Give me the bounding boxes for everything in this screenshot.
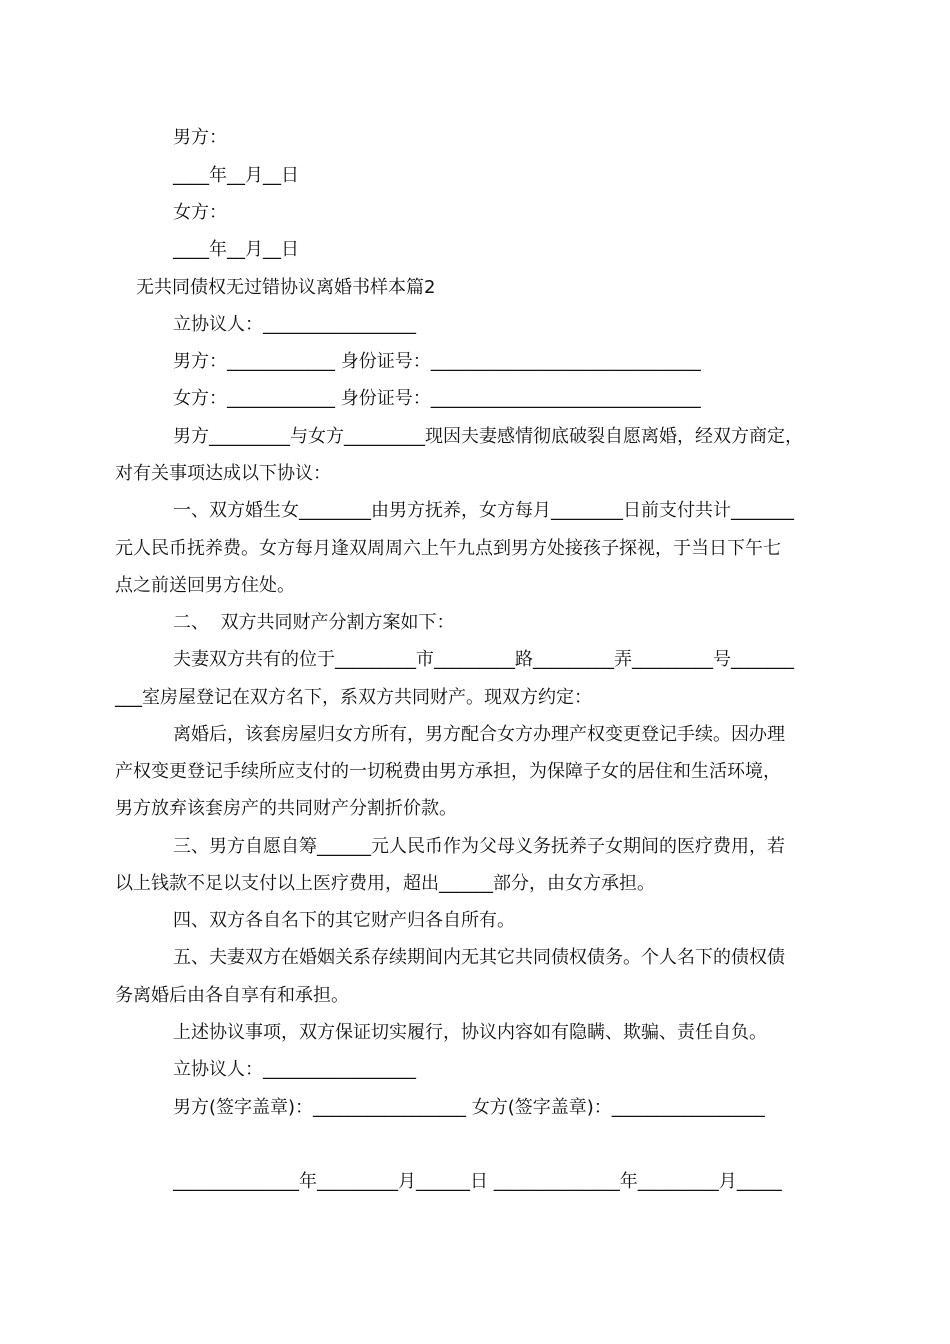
clause-5-line-2: 务离婚后由各自享有和承担。 [115, 985, 349, 1006]
husband-id-line: 男方：____________ 身份证号：______________________________ [173, 351, 701, 372]
clause-2-line-1: 夫妻双方共有的位于_________市_________路_________弄_________号_______ [173, 649, 794, 670]
clause-2-line-4: 产权变更登记手续所应支付的一切税费由男方承担，为保障子女的居住和生活环境， [115, 761, 781, 782]
guarantee-line: 上述协议事项，双方保证切实履行，协议内容如有隐瞒、欺骗、责任自负。 [173, 1022, 767, 1043]
clause-1-line-2: 元人民币抚养费。女方每月逢双周周六上午九点到男方处接孩子探视，于当日下午七 [115, 538, 781, 559]
clause-3-line-2: 以上钱款不足以支付以上医疗费用，超出______部分，由女方承担。 [115, 873, 655, 894]
clause-1-line-1: 一、双方婚生女________由男方抚养，女方每月________日前支付共计_______ [173, 500, 794, 521]
husband-date-line: ____年__月__日 [173, 165, 299, 186]
signature-dates-line: ______________年_________月______日 ______________年_________月_____ [173, 1171, 782, 1192]
clause-5-line-1: 五、夫妻双方在婚姻关系存续期间内无其它共同债权债务。个人名下的债权债 [173, 947, 785, 968]
wife-date-line: ____年__月__日 [173, 239, 299, 260]
section-title: 无共同债权无过错协议离婚书样本篇2 [136, 277, 436, 298]
intro-paragraph-line-2: 对有关事项达成以下协议： [115, 463, 331, 484]
party-signature-line: 立协议人：_________________ [173, 1059, 416, 1080]
clause-4-line: 四、双方各自名下的其它财产归各自所有。 [173, 910, 515, 931]
clause-2-line-5: 男方放弃该套房产的共同财产分割折价款。 [115, 798, 457, 819]
intro-paragraph-line-1: 男方_________与女方_________现因夫妻感情彻底破裂自愿离婚，经双方商定， [173, 426, 803, 447]
clause-1-line-3: 点之前送回男方住处。 [115, 575, 295, 596]
clause-2-line-2: ___室房屋登记在双方名下，系双方共同财产。现双方约定： [115, 687, 592, 708]
wife-id-line: 女方：____________ 身份证号：______________________________ [173, 388, 701, 409]
husband-label: 男方： [173, 127, 227, 148]
party-line: 立协议人：_________________ [173, 314, 416, 335]
clause-2-line-3: 离婚后，该套房屋归女方所有，男方配合女方办理产权变更登记手续。因办理 [173, 724, 785, 745]
signatures-line: 男方(签字盖章)：_________________ 女方(签字盖章)：_________________ [173, 1097, 765, 1118]
clause-2-heading: 二、 双方共同财产分割方案如下： [173, 612, 455, 633]
clause-3-line-1: 三、男方自愿自筹______元人民币作为父母义务抚养子女期间的医疗费用，若 [173, 836, 785, 857]
wife-label: 女方： [173, 202, 227, 223]
